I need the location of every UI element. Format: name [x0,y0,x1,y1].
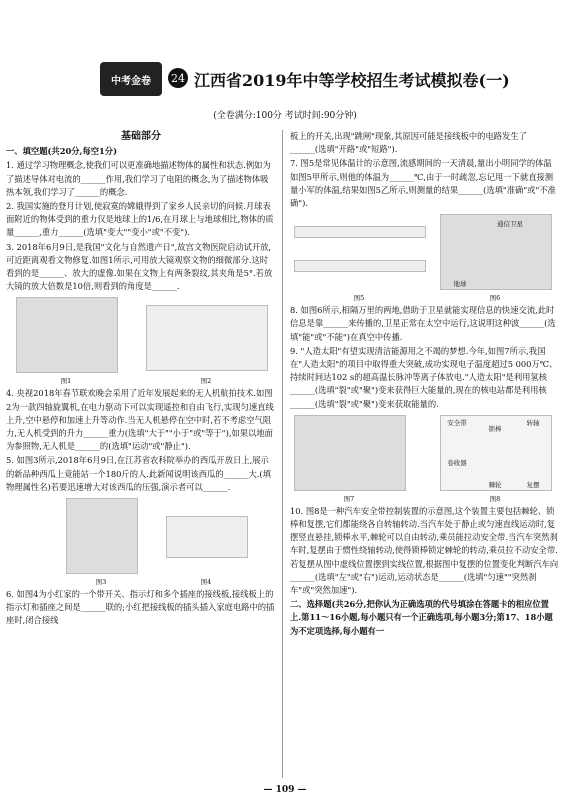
thermometer-b [294,260,426,272]
figure-caption: 图7 [343,494,355,503]
column-divider [282,130,283,778]
question-2: 2. 我国实施的登月计划,使寂寞的嫦娥得到了家乡人民亲切的问候.月球表面附近的物体受到的重力仅是地球上的1/6,在月球上与地球相比,物体的质量______,重力______(选填"变大""变小"或"不变"). [6,201,274,238]
figure-caption: 图1 [60,377,72,386]
question-3: 3. 2018年6月9日,是我国"文化与自然遗产日",故宫文物医院启动试开放,可近距离观看文物修复.如图1所示,可用放大镜观察文物的细微部分.这时看到的是______、放大的虚像.如果在文物上有两条裂纹,其夹角是5°.若放大镜的放大倍数是10倍,则看到的角度是______. [6,241,273,292]
part1-heading: 一、填空题(共20分,每空1分) [6,146,118,157]
diagram-label: 转轴 [526,418,540,427]
question-4: 4. 央视2018年春节联欢晚会采用了近年发展起来的无人机航拍技术.如图2为一款四轴旋翼机,在电力驱动下可以实现遥控和自由飞行,实现匀速直线上升,空中悬停和加速上升等动作.当无人机悬停在空中时,若不考虑空气阻力,无人机受到的升力______重力(选填"大于""小于"或"等于"),如果以地面为参照物,无人机是______的(选填"运动"或"静止"). [6,388,274,452]
figures-5-6 [290,212,560,302]
satellite-label: 通信卫星 [497,220,523,229]
question-9: 9. "人造太阳"有望实现清洁能源用之不竭的梦想.今年,如图7所示,我国在"人造太阳"的项目中取得重大突破,成功实现电子温度超过5 000万℃、持续时间达102 s的超高温长脉冲等离子体放电."人造太阳"是利用氢核______(选填"裂"或"聚")变来获得巨大能量的,现在的核电站都是利用核______(选填"裂"或"聚")变来获取能量的. [290,345,558,409]
question-1: 1. 通过学习物理概念,使我们可以更准确地描述物体的属性和状态.例如为了描述导体对电流的______作用,我们学习了电阻的概念,为了描述物体吸热本领,我们学习了______的概念. [6,160,271,197]
question-5: 5. 如图3所示,2018年6月9日,在江苏省农科院举办的西瓜开放日上,展示的新品种西瓜上竟能站一个180斤的人.此新闻说明该西瓜的______大.(填物理属性名)若要迅速增大对该西瓜的压强,演示者可以______. [6,455,271,492]
page-number: — 109 — [263,785,307,795]
question-6: 6. 如图4为小红家的一个带开关、指示灯和多个插座的接线板,接线板上的指示灯和插座之间是______联的;小红把接线板的插头插入家庭电路中的插座时,闭合接线 [6,589,275,626]
page-title: 江西省2019年中等学校招生考试模拟卷(一) [194,71,510,90]
diagram-label: 棘轮 [488,480,502,489]
question-6-cont: 板上的开关,出现"跳闸"现象,其原因可能是接线板中的电路发生了______(选填"开路"或"短路"). [290,131,527,155]
diagram-label: 锁棒 [488,424,502,433]
section-title: 基础部分 [121,131,161,142]
figure-caption: 图5 [353,294,365,303]
question-10: 10. 图8是一种汽车安全带控制装置的示意图,这个装置主要包括棘轮、锁棒和复摆,它们都能绕各自转轴转动.当汽车处于静止或匀速直线运动时,复摆竖直悬挂,锁棒水平,棘轮可以自由转动,乘员能拉动安全带.当汽车突然刹车时,复摆由于惯性绕轴转动,使得锁棒锁定棘轮的转动,乘员拉不动安全带.若复摆从图中虚线位置摆到实线位置,根据图中复摆的位置变化判断汽车向______(选填"左"或"右")运动,运动状态是______(选填"匀速""突然刹车"或"突然加速"). [290,505,559,596]
power-strip-image [166,516,248,558]
thermometer-a [294,226,426,238]
right-column [290,130,560,639]
question-8: 8. 如图6所示,相隔万里的两地,借助于卫星就能实现信息的快速交流,此时信息是靠______来传播的,卫星正常在太空中运行,这说明这种波______(选填"能"或"不能")在真空中传播. [290,305,556,342]
figure-caption: 图8 [489,494,501,503]
figure-caption: 图3 [95,578,107,587]
question-7: 7. 图5是常见体温计的示意图,流感期间的一天清晨,量出小明同学的体温如图5甲所示,则他的体温为______℃,由于一时疏忽,忘记甩一下就直接测量小军的体温,结果如图5乙所示,则测量的结果______(选填"准确"或"不准确"). [290,158,556,209]
diagram-label: 复摆 [526,480,540,489]
watermelon-photo [66,498,138,574]
diagram-label: 安全带 [447,418,467,427]
fusion-reactor-photo [294,415,406,491]
left-column [6,130,276,629]
figure-caption: 图2 [200,377,212,386]
header [100,62,510,98]
logo: 中考金卷 [100,62,162,96]
figure-caption: 图6 [489,294,501,303]
figures-7-8 [290,413,560,503]
figure-caption: 图4 [200,578,212,587]
magnifier-photo [16,297,118,373]
exam-info: (全卷满分:100分 考试时间:90分钟) [213,111,357,121]
figures-1-2 [6,295,276,385]
drone-image [146,305,268,371]
paper-number-badge: 24 [168,68,188,88]
part2-heading: 二、选择题(共26分,把你认为正确选项的代号填涂在答题卡的相应位置上.第11～16小题,每小题只有一个正确选项,每小题3分;第17、18小题为不定项选择,每小题有一 [290,599,553,636]
figures-3-4 [6,496,276,586]
earth-label: 地球 [453,280,467,289]
diagram-label: 卷收器 [447,458,467,467]
